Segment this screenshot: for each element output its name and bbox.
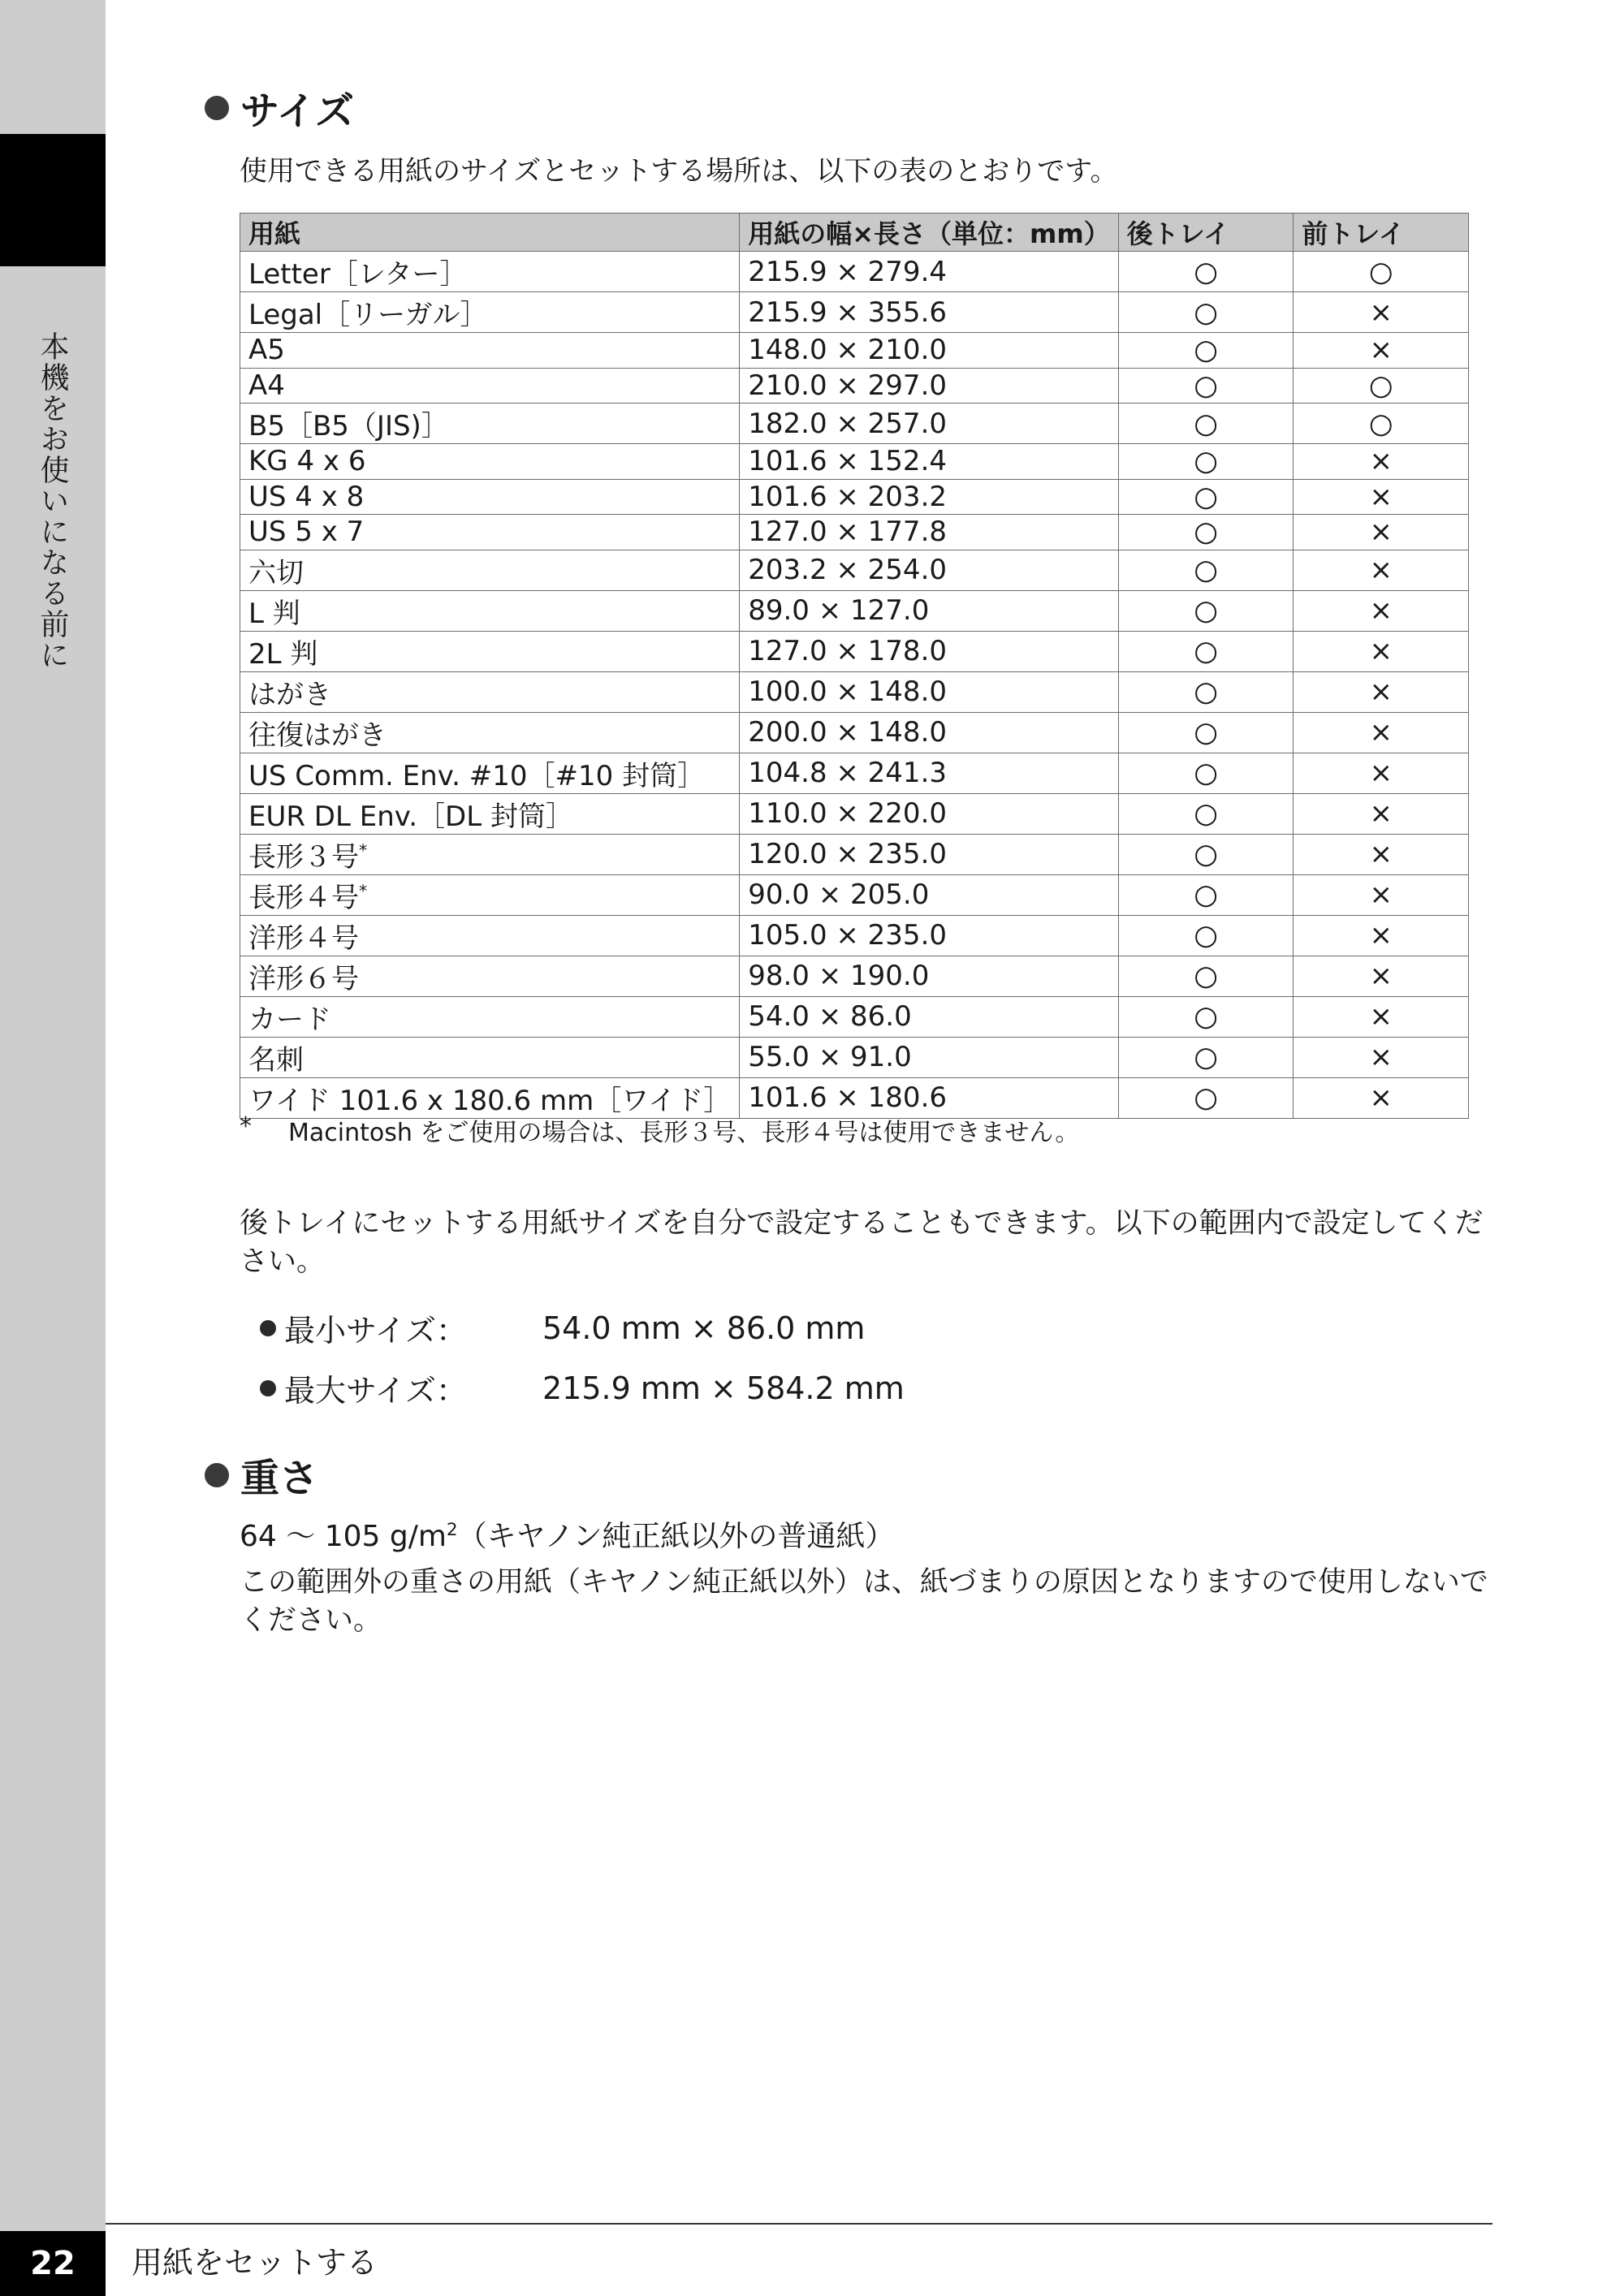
paper-dimensions: 98.0 × 190.0 [740,956,1119,996]
table-row [240,793,1469,834]
bullet-icon [260,1380,276,1396]
paper-name-cell [240,834,740,874]
rear-tray-support: ○ [1118,956,1294,996]
front-tray-support: × [1294,479,1469,515]
table-row [240,590,1469,631]
table-row [240,712,1469,753]
rear-tray-support: ○ [1118,252,1294,292]
rear-tray-support: ○ [1118,1077,1294,1118]
paper-name-cell [240,404,740,444]
paper-name-cell [240,753,740,793]
rear-tray-support: ○ [1118,915,1294,956]
paper-dimensions: 203.2 × 254.0 [740,550,1119,590]
paper-dimensions: 101.6 × 180.6 [740,1077,1119,1118]
paper-name-cell [240,590,740,631]
paper-dimensions: 105.0 × 235.0 [740,915,1119,956]
paper-name-cell [240,996,740,1037]
rear-tray-support: ○ [1118,834,1294,874]
front-tray-support: × [1294,292,1469,333]
paper-dimensions: 101.6 × 152.4 [740,444,1119,480]
paper-name: 六切 [248,556,304,589]
footnote-mark: * [359,881,368,901]
rear-tray-support: ○ [1118,590,1294,631]
rear-tray-support: ○ [1118,631,1294,671]
paper-name-cell [240,956,740,996]
rear-tray-support: ○ [1118,333,1294,369]
paper-name: KG 4 x 6 [248,445,366,478]
front-tray-support: × [1294,712,1469,753]
weight-range-exponent: 2 [446,1520,458,1540]
rear-tray-support: ○ [1118,368,1294,404]
table-row [240,671,1469,712]
footnote-mark: * [359,840,368,861]
paper-dimensions: 100.0 × 148.0 [740,671,1119,712]
front-tray-support: × [1294,996,1469,1037]
paper-name-cell [240,368,740,404]
min-size-value: 54.0 mm × 86.0 mm [542,1310,866,1346]
paper-dimensions: 55.0 × 91.0 [740,1037,1119,1077]
rear-tray-support: ○ [1118,444,1294,480]
table-row [240,368,1469,404]
weight-heading-text: 重さ [240,1456,319,1501]
paper-name: 往復はがき [248,719,387,752]
paper-name-cell [240,550,740,590]
front-tray-support: × [1294,915,1469,956]
bullet-icon [260,1320,276,1336]
table-row [240,479,1469,515]
max-size-value: 215.9 mm × 584.2 mm [542,1370,905,1406]
paper-name: EUR DL Env.［DL 封筒］ [248,800,573,833]
chapter-title: 本機をお使いになる前に [36,331,69,671]
front-tray-support: × [1294,671,1469,712]
front-tray-support: × [1294,834,1469,874]
weight-heading [205,1447,318,1503]
min-size-row [260,1306,865,1350]
paper-name: カード [248,1003,331,1036]
paper-name-cell [240,631,740,671]
table-row [240,1037,1469,1077]
size-heading [205,80,354,136]
table-body [240,252,1469,1119]
rear-tray-support: ○ [1118,292,1294,333]
paper-dimensions: 127.0 × 178.0 [740,631,1119,671]
paper-name-cell [240,874,740,915]
table-row [240,915,1469,956]
min-size-label: 最小サイズ： [284,1313,467,1349]
rear-tray-support: ○ [1118,793,1294,834]
bullet-icon [205,96,229,120]
paper-dimensions: 120.0 × 235.0 [740,834,1119,874]
front-tray-support: ○ [1294,404,1469,444]
paper-name: US Comm. Env. #10［#10 封筒］ [248,759,706,792]
rear-tray-support: ○ [1118,712,1294,753]
paper-dimensions: 127.0 × 177.8 [740,515,1119,550]
rear-tray-support: ○ [1118,515,1294,550]
max-size-row [260,1366,905,1410]
front-tray-support: × [1294,793,1469,834]
paper-name: L 判 [248,597,300,630]
front-tray-support: × [1294,590,1469,631]
front-tray-support: × [1294,1077,1469,1118]
front-tray-support: × [1294,444,1469,480]
footer-title: 用紙をセットする [132,2245,378,2281]
rear-tray-support: ○ [1118,550,1294,590]
rear-tray-support: ○ [1118,996,1294,1037]
table-row [240,956,1469,996]
custom-size-text: 後トレイにセットする用紙サイズを自分で設定することもできます。以下の範囲内で設定してください。 [240,1207,1484,1278]
paper-dimensions: 148.0 × 210.0 [740,333,1119,369]
table-row [240,252,1469,292]
paper-size-table [240,213,1469,1119]
header-dimensions: 用紙の幅×長さ（単位：mm） [740,214,1119,252]
weight-range-note: （キヤノン純正紙以外の普通紙） [457,1520,895,1553]
paper-name-cell [240,252,740,292]
header-rear-tray: 後トレイ [1118,214,1294,252]
paper-name-cell [240,712,740,753]
rear-tray-support: ○ [1118,1037,1294,1077]
front-tray-support: × [1294,1037,1469,1077]
paper-dimensions: 110.0 × 220.0 [740,793,1119,834]
chapter-tab-marker [0,134,106,266]
paper-name-cell [240,671,740,712]
header-front-tray: 前トレイ [1294,214,1469,252]
table-row [240,404,1469,444]
front-tray-support: ○ [1294,252,1469,292]
paper-dimensions: 200.0 × 148.0 [740,712,1119,753]
paper-dimensions: 54.0 × 86.0 [740,996,1119,1037]
paper-dimensions: 104.8 × 241.3 [740,753,1119,793]
weight-warning: この範囲外の重さの用紙（キヤノン純正紙以外）は、紙づまりの原因となりますので使用しないでください。 [240,1566,1488,1637]
paper-name: US 5 x 7 [248,516,365,549]
paper-name: A5 [248,334,285,367]
front-tray-support: ○ [1294,368,1469,404]
front-tray-support: × [1294,874,1469,915]
front-tray-support: × [1294,515,1469,550]
front-tray-support: × [1294,333,1469,369]
table-row [240,874,1469,915]
paper-name-cell [240,515,740,550]
paper-dimensions: 215.9 × 279.4 [740,252,1119,292]
rear-tray-support: ○ [1118,753,1294,793]
rear-tray-support: ○ [1118,404,1294,444]
table-row [240,834,1469,874]
paper-name: Letter［レター］ [248,258,468,291]
paper-name: 長形３号 [248,840,359,874]
front-tray-support: × [1294,550,1469,590]
paper-dimensions: 210.0 × 297.0 [740,368,1119,404]
paper-name: 名刺 [248,1043,304,1077]
paper-name: はがき [248,678,331,711]
paper-dimensions: 90.0 × 205.0 [740,874,1119,915]
paper-name: 2L 判 [248,637,318,671]
paper-name: A4 [248,369,285,402]
rear-tray-support: ○ [1118,874,1294,915]
paper-name-cell [240,915,740,956]
paper-name: 洋形４号 [248,921,359,955]
paper-dimensions: 182.0 × 257.0 [740,404,1119,444]
paper-name: US 4 x 8 [248,480,365,513]
footnote [240,1112,1079,1148]
paper-name-cell [240,479,740,515]
size-intro: 使用できる用紙のサイズとセットする場所は、以下の表のとおりです。 [240,155,1118,188]
paper-name: B5［B5（JIS)］ [248,410,449,442]
table-row [240,753,1469,793]
rear-tray-support: ○ [1118,479,1294,515]
paper-name: Legal［リーガル］ [248,299,488,331]
header-paper: 用紙 [240,214,740,252]
table-row [240,550,1469,590]
paper-dimensions: 101.6 × 203.2 [740,479,1119,515]
weight-range [240,1512,1506,1556]
weight-range-value: 64 〜 105 g/m [240,1520,447,1553]
table-row [240,631,1469,671]
page-number: 22 [0,2231,106,2296]
paper-name: ワイド 101.6 x 180.6 mm［ワイド］ [248,1084,732,1117]
paper-name-cell [240,292,740,333]
bullet-icon [205,1463,229,1487]
front-tray-support: × [1294,631,1469,671]
table-row [240,996,1469,1037]
paper-dimensions: 215.9 × 355.6 [740,292,1119,333]
paper-name-cell [240,333,740,369]
paper-name: 洋形６号 [248,962,359,995]
table-row [240,515,1469,550]
paper-name-cell [240,1037,740,1077]
paper-name-cell [240,793,740,834]
max-size-label: 最大サイズ： [284,1373,467,1409]
size-heading-text: サイズ [240,88,355,134]
footer-rule [106,2223,1492,2225]
table-row [240,292,1469,333]
paper-name-cell [240,444,740,480]
table-header-row [240,214,1469,252]
footnote-mark: * [240,1112,252,1141]
front-tray-support: × [1294,956,1469,996]
paper-name: 長形４号 [248,881,359,914]
footnote-text: Macintosh をご使用の場合は、長形３号、長形４号は使用できません。 [288,1119,1080,1147]
rear-tray-support: ○ [1118,671,1294,712]
paper-dimensions: 89.0 × 127.0 [740,590,1119,631]
front-tray-support: × [1294,753,1469,793]
table-row [240,333,1469,369]
table-row [240,444,1469,480]
